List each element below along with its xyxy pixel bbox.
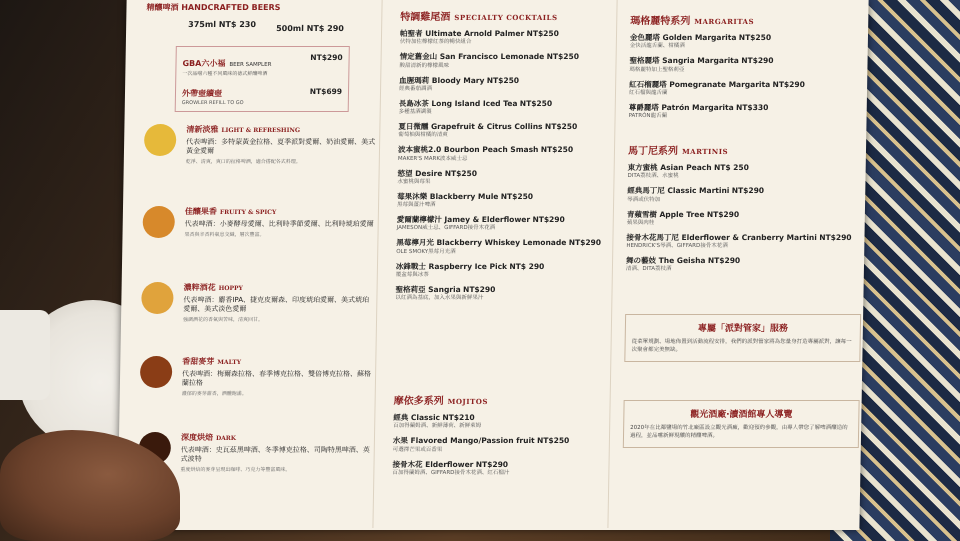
menu-item <box>395 285 605 302</box>
item-price: NT$290 <box>463 284 496 294</box>
item-price: NT$250 <box>500 191 534 201</box>
item-name: 黑莓檸月光 Blackberry Whiskey Lemonade <box>396 238 567 248</box>
beer-column <box>117 0 382 528</box>
item-price: NT$ 250 <box>713 163 749 172</box>
beer-glass-icon <box>140 356 173 388</box>
mojito-heading-en: MOJITOS <box>447 397 488 406</box>
martini-heading: 馬丁尼系列 <box>627 146 679 157</box>
style-desc: 乾淨、清爽，爽口的拉格啤酒，適合搭配各式料理。 <box>185 159 301 166</box>
cocktail-heading: 特調雞尾酒 <box>400 12 451 23</box>
style-desc: 濃郁的麥芽甜香，酒體飽滿。 <box>181 391 247 398</box>
brewery-tour-text: 2020年在比鄰鹽場的竹北廠區設立觀光酒廠，歡迎預約參觀，由專人帶您了解啤酒釀造的過程，並品嚐新鮮現釀的精釀啤酒。 <box>629 425 848 440</box>
item-desc: 以紅酒為基底，加入水果與新鮮果汁 <box>395 295 484 302</box>
item-name: 愛爾蘭檸檬汁 Jamey & Elderflower <box>396 215 531 224</box>
item-name: 情定舊金山 San Francisco Lemonade <box>399 52 545 62</box>
item-name: 金色麗塔 Golden Margarita <box>629 33 737 42</box>
sampler-price: NT$290 <box>310 53 343 62</box>
item-price: NT$250 <box>546 52 580 62</box>
item-price: NT$290 <box>706 209 740 219</box>
style-rep: 代表啤酒：多特蒙黃金拉格、夏季派對愛爾、奶油愛爾、美式黃金愛爾 <box>185 138 376 156</box>
item-price: NT$250 <box>444 168 478 178</box>
item-desc: 百加得蘭姆酒、GIFFARD接骨木花酒、紅石榴汁 <box>392 469 510 476</box>
martini-section <box>626 142 854 273</box>
item-desc: 蘋果與肉桂 <box>626 219 655 226</box>
item-desc: 百加得蘭姆酒、新鮮薄荷、新鮮萊姆 <box>393 423 482 430</box>
party-butler-text: 從菜單規劃、場地佈置到活動流程安排，我們的派對管家將為您量身打造專屬派對，讓每一次聚會都完美無缺。 <box>631 339 852 354</box>
menu-item <box>397 192 607 209</box>
menu-item <box>398 122 608 139</box>
brewery-tour-title: 觀光酒廠‧讀酒館專人導覽 <box>690 410 793 420</box>
style-desc: 重度烘焙的麥芽呈現出咖啡、巧克力等豐富風味。 <box>180 467 291 474</box>
item-price: NT$ 290 <box>509 261 545 271</box>
menu-item <box>396 262 606 279</box>
style-title: 深度烘焙 <box>180 433 214 442</box>
item-price: NT$210 <box>442 413 475 422</box>
item-desc: 紅石榴與龍舌蘭 <box>628 89 668 96</box>
item-desc: 琴酒或伏特加 <box>627 196 661 203</box>
party-butler-title: 專屬「派對管家」服務 <box>697 324 788 334</box>
style-rep: 代表啤酒：小麥酵母愛爾、比利時季節愛爾、比利時琥珀愛爾 <box>184 220 374 228</box>
menu-item <box>393 413 603 430</box>
style-desc: 果香與辛香料氣息交織，層次豐富。 <box>184 232 265 239</box>
menu-item <box>399 99 609 116</box>
brewery-tour-box <box>623 400 860 448</box>
item-price: NT$290 <box>568 238 602 248</box>
menu-item <box>397 169 607 186</box>
mojito-heading: 摩依多系列 <box>393 396 444 407</box>
item-name: 水果 Flavored Mango/Passion fruit <box>392 436 535 446</box>
margarita-heading-en: MARGARITAS <box>694 17 755 26</box>
item-name: 帕聖者 Ultimate Arnold Palmer <box>399 29 525 38</box>
item-name: 聖格莉亞 Sangria <box>395 284 461 294</box>
item-desc: 水蜜桃與莓果 <box>397 178 431 185</box>
margarita-heading: 瑪格麗特系列 <box>630 16 691 27</box>
menu-item <box>626 256 852 273</box>
item-price: NT$250 <box>536 436 570 446</box>
style-en: FRUITY & SPICY <box>219 209 277 216</box>
beer-glass-icon <box>142 206 175 238</box>
item-name: 尊爵麗塔 Patrón Margarita <box>628 102 734 112</box>
item-desc: 經典番茄調酒 <box>399 85 433 92</box>
item-price: NT$290 <box>475 459 509 469</box>
sampler-title: GBA六小福 <box>182 59 226 68</box>
item-name: 東方蜜桃 Asian Peach <box>627 163 712 172</box>
item-desc: 清酒、DITA荔枝酒 <box>625 266 672 273</box>
item-price: NT$250 <box>519 98 553 108</box>
item-price: NT$250 <box>540 145 574 155</box>
item-price: NT$290 <box>819 232 852 242</box>
menu-item <box>398 145 608 162</box>
menu-item <box>399 76 609 93</box>
style-rep: 代表啤酒：史瓦茲黑啤酒、冬季博克拉格、司陶特黑啤酒、英式波特 <box>180 446 370 464</box>
item-name: 接骨木花馬丁尼 Elderflower & Cranberry Martini <box>626 232 817 242</box>
item-price: NT$250 <box>738 33 772 42</box>
item-desc: 金快活龍舌蘭、柑橘酒 <box>629 43 685 50</box>
item-name: 血腥瑪莉 Bloody Mary <box>399 75 485 85</box>
item-price: NT$250 <box>486 75 520 85</box>
item-name: 聖格麗塔 Sangria Margarita <box>629 56 739 66</box>
cup <box>0 310 50 400</box>
item-name: 接骨木花 Elderflower <box>392 459 474 469</box>
style-rep: 代表啤酒：梅爾森拉格、春季博克拉格、雙倍博克拉格、蘇格蘭拉格 <box>181 370 372 388</box>
beer-size-375: 375ml NT$ 230 <box>188 20 257 29</box>
item-desc: 黑莓與薑汁啤酒 <box>396 202 436 209</box>
item-price: NT$290 <box>532 215 565 224</box>
cocktail-section <box>395 8 610 302</box>
menu-item <box>627 163 853 180</box>
right-column <box>609 0 868 528</box>
menu-item <box>626 233 852 250</box>
item-desc: JAMESON威士忌、GIFFARD接骨木花酒 <box>396 225 496 232</box>
style-en: DARK <box>215 435 237 442</box>
style-en: MALTY <box>217 359 242 366</box>
menu-item <box>396 238 606 255</box>
item-price: NT$290 <box>707 256 741 265</box>
item-desc: 酸甜清新的檸檬風味 <box>399 62 450 69</box>
item-name: 舞の藝妓 The Geisha <box>626 256 706 265</box>
style-en: HOPPY <box>218 285 243 292</box>
menu-item <box>397 215 607 232</box>
item-desc: 覆盆莓與冰茶 <box>395 271 429 278</box>
item-desc: 可選擇芒果或百香果 <box>392 446 443 453</box>
item-price: NT$330 <box>736 102 769 112</box>
item-desc: HENDRICK'S琴酒、GIFFARD接骨木花酒 <box>626 243 728 250</box>
menu-item <box>392 460 602 477</box>
beer-heading: 精釀啤酒 HANDCRAFTED BEERS <box>146 3 281 12</box>
martini-heading-en: MARTINIS <box>681 147 729 156</box>
menu-item <box>629 56 855 73</box>
menu-item <box>630 33 856 50</box>
growler-title: 外帶壺續壺 <box>181 89 223 98</box>
sampler-desc: 一次品嚐六種不同風味的德式鮮釀啤酒 <box>182 71 268 77</box>
sampler-box <box>175 46 350 112</box>
menu-item <box>629 80 855 97</box>
style-title: 清新淡雅 <box>186 125 219 134</box>
sampler-en: BEER SAMPLER <box>229 62 272 68</box>
item-name: 紅石榴麗塔 Pomegranate Margarita <box>629 79 771 89</box>
item-name: 青蘋雪樹 Apple Tree <box>626 209 705 219</box>
beer-size-500: 500ml NT$ 290 <box>276 24 344 33</box>
style-en: LIGHT & REFRESHING <box>221 127 301 134</box>
item-desc: DITA荔枝酒、水蜜桃 <box>627 173 679 180</box>
item-name: 冰鋒戰士 Raspberry Ice Pick <box>395 261 508 271</box>
mojito-section <box>392 392 603 477</box>
item-price: NT$290 <box>772 79 805 89</box>
style-title: 佳釀果香 <box>184 207 218 216</box>
beer-glass-icon <box>144 124 177 156</box>
item-price: NT$290 <box>731 186 765 196</box>
menu-item <box>400 29 610 46</box>
menu-item <box>627 186 853 203</box>
margarita-section <box>629 12 857 120</box>
growler-en: GROWLER REFILL TO GO <box>181 100 244 106</box>
item-name: 慾望 Desire <box>397 168 443 178</box>
menu-item <box>627 210 853 227</box>
item-desc: 多種基酒調製 <box>398 109 432 116</box>
menu-item <box>399 52 609 69</box>
item-name: 長島冰茶 Long Island Iced Tea <box>398 98 518 108</box>
style-rep: 代表啤酒：麝香IPA、捷克皮爾森、印度琥珀愛爾、美式琥珀愛爾、美式淡色愛爾 <box>183 296 370 314</box>
menu-item <box>393 436 603 453</box>
cocktail-heading-en: SPECIALTY COCKTAILS <box>454 13 558 22</box>
item-desc: MAKER'S MARK波本威士忌 <box>397 155 468 162</box>
cocktail-column <box>375 0 617 528</box>
item-name: 莓果沐樂 Blackberry Mule <box>397 191 499 201</box>
item-desc: OLE SMOKY黑莓月光酒 <box>396 248 456 255</box>
item-name: 經典 Classic <box>393 413 441 422</box>
item-name: 經典馬丁尼 Classic Martini <box>627 186 730 196</box>
item-name: 夏日微醺 Grapefruit & Citrus Collins <box>398 122 543 131</box>
item-desc: PATRÓN龍舌蘭 <box>628 113 668 120</box>
party-butler-box <box>624 314 861 362</box>
item-desc: 伏特加佐檸檬紅茶的暢快組合 <box>399 39 472 46</box>
style-title: 濃粹酒花 <box>183 283 216 292</box>
item-price: NT$250 <box>544 122 578 131</box>
item-price: NT$290 <box>741 56 774 66</box>
style-desc: 強調酒花的香氣與苦味，清爽回甘。 <box>182 317 264 324</box>
growler-price: NT$699 <box>309 87 343 96</box>
menu-item <box>629 103 855 120</box>
menu-sheet <box>117 0 868 530</box>
style-title: 香甜麥芽 <box>182 357 215 366</box>
item-desc: 瑪格麗特加上聖格莉亞 <box>629 66 685 73</box>
beer-glass-icon <box>141 282 174 314</box>
item-desc: 葡萄柚與柑橘的清爽 <box>398 132 448 139</box>
item-name: 波本蜜桃2.0 Bourbon Peach Smash <box>397 145 539 155</box>
item-price: NT$250 <box>526 29 559 38</box>
